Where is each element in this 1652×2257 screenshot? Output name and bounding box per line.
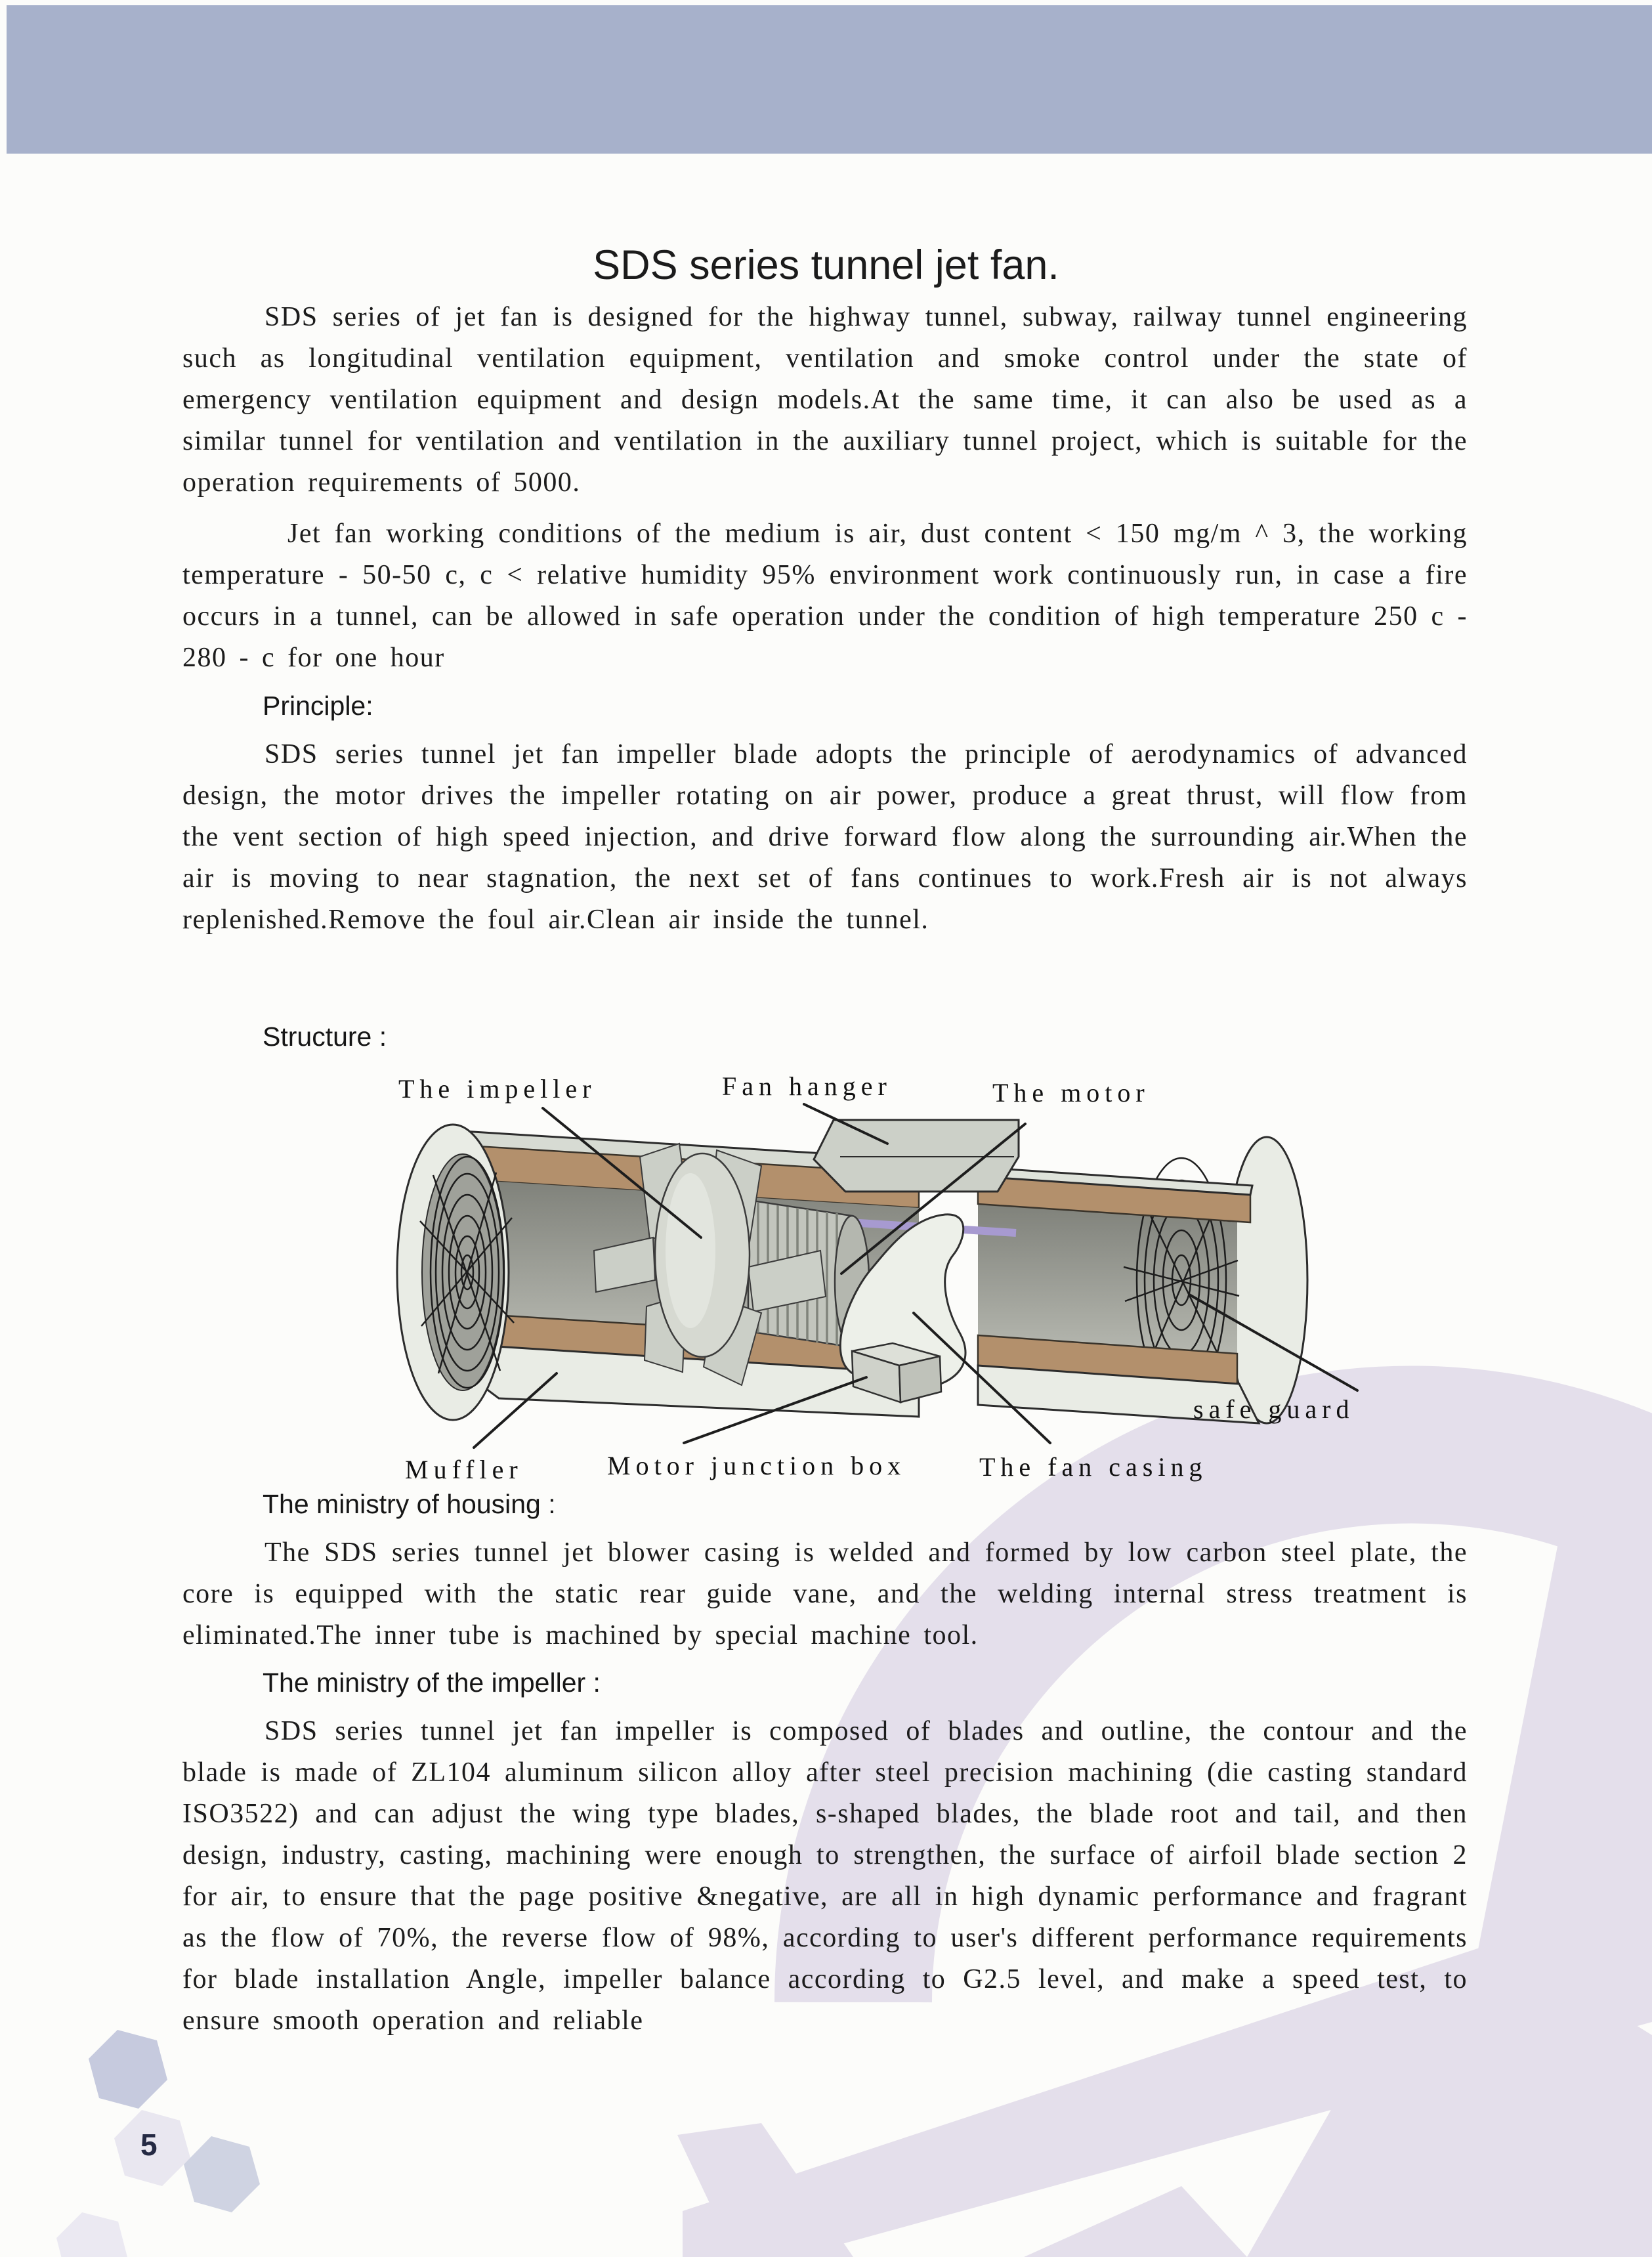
label-fan-casing: The fan casing bbox=[979, 1452, 1208, 1482]
fan-right-section bbox=[978, 1137, 1307, 1423]
label-junction-box: Motor junction box bbox=[607, 1451, 906, 1480]
heading-ministry-of-impeller: The ministry of the impeller : bbox=[263, 1667, 601, 1698]
page-title: SDS series tunnel jet fan. bbox=[593, 242, 1059, 288]
page-number: 5 bbox=[140, 2128, 158, 2162]
heading-principle: Principle: bbox=[263, 691, 373, 721]
label-safe-guard: safe guard bbox=[1193, 1394, 1355, 1424]
paragraph-principle: SDS series tunnel jet fan impeller blade adopts the principle of aerodynamics of advanced design, the motor drives the impeller rotating on air power, produce a great thrust, will flow from the vent section of high speed injection, and drive forward flow along the surrounding air.When the air is moving to near stagnation, the next set of fans continues to work.Fresh air is not always replenished.Remove the foul air.Clean air inside the tunnel. bbox=[182, 739, 1468, 935]
right-rim bbox=[1226, 1137, 1307, 1423]
label-motor: The motor bbox=[992, 1078, 1150, 1107]
label-muffler: Muffler bbox=[405, 1455, 523, 1484]
paragraph-housing: The SDS series tunnel jet blower casing is welded and formed by low carbon steel plate, the core is equipped with the static rear guide vane, and the welding internal stress treatment is eliminated.The inner tube is machined by special machine tool. bbox=[182, 1537, 1468, 1650]
label-impeller: The impeller bbox=[398, 1074, 597, 1104]
paragraph-intro: SDS series of jet fan is designed for the highway tunnel, subway, railway tunnel engineering such as longitudinal ventilation equipment, ventilation and smoke control under the state of emergency ventilation equipment and design models.At the same time, it can also be used as a similar tunnel for ventilation and ventilation in the auxiliary tunnel project, which is suitable for the operation requirements of 5000. bbox=[182, 302, 1468, 498]
paragraph-impeller: SDS series tunnel jet fan impeller is composed of blades and outline, the contour and the blade is made of ZL104 aluminum silicon alloy after steel precision machining (die casting standard ISO3522) and can adjust the wing type blades, s-shaped blades, the blade root and tail, and then design, industry, casting, machining were enough to strengthen, the surface of airfoil blade section 2 for air, to ensure that the page positive &negative, are all in high dynamic performance and fragrant as the flow of 70%, the reverse flow of 98%, according to user's different performance requirements for blade installation Angle, impeller balance according to G2.5 level, and make a speed test, to ensure smooth operation and reliable bbox=[182, 1716, 1468, 2036]
label-fan-hanger: Fan hanger bbox=[722, 1071, 892, 1101]
heading-structure: Structure : bbox=[263, 1021, 387, 1052]
paragraph-working-conditions: Jet fan working conditions of the medium is air, dust content < 150 mg/m ^ 3, the working temperature - 50-50 c, c < relative humidity 95% environment work continuously run, in case a fire occurs in a tunnel, can be allowed in safe operation under the condition of high temperature 250 c - 280 - c for one hour bbox=[182, 519, 1468, 673]
heading-ministry-of-housing: The ministry of housing : bbox=[263, 1489, 556, 1519]
